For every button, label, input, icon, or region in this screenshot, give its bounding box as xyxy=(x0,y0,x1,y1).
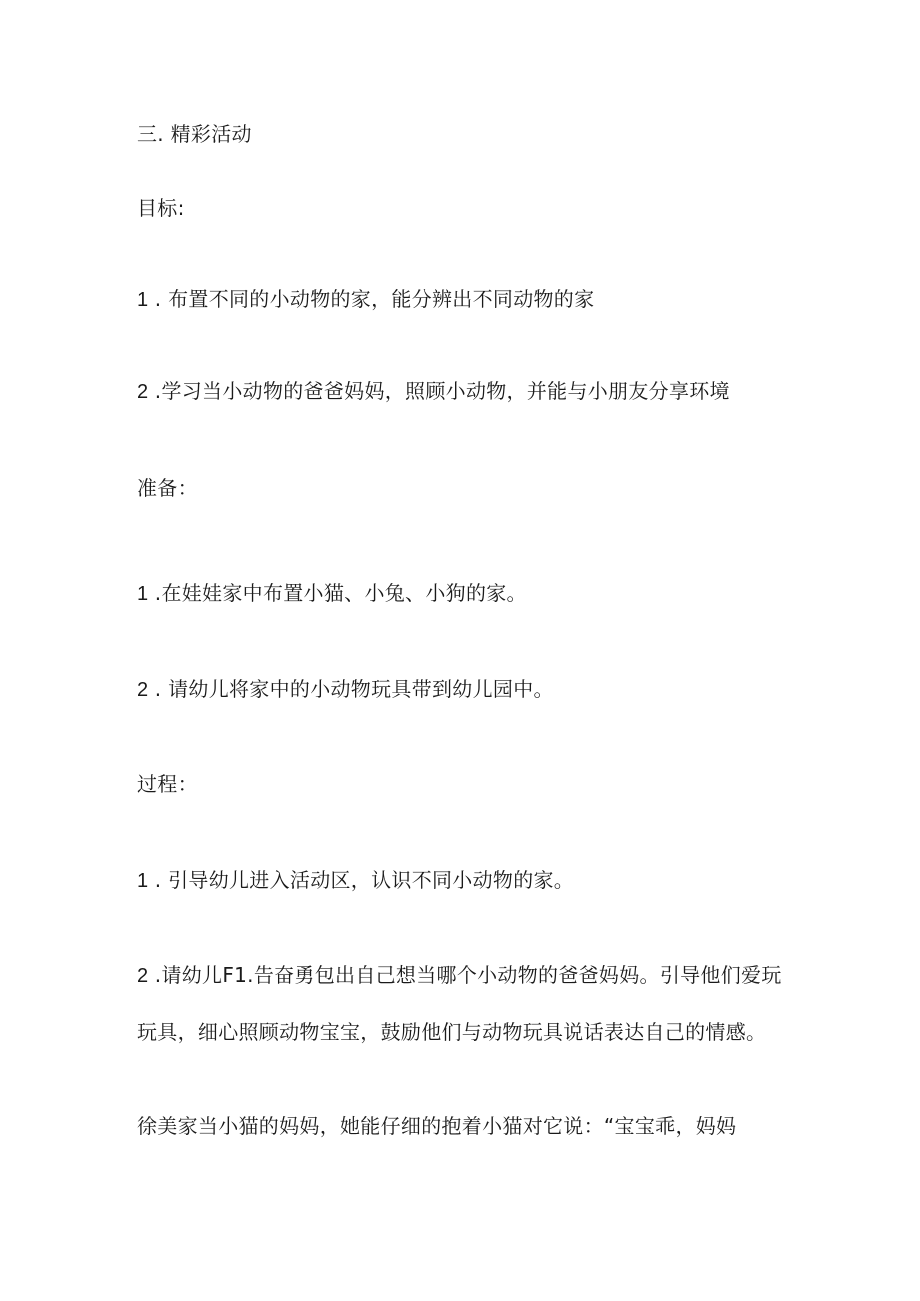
process-heading: 过程： xyxy=(137,772,198,796)
process-item-2 xyxy=(137,962,782,989)
list-number: 1 xyxy=(137,870,149,892)
example-paragraph: 徐美家当小猫的妈妈，她能仔细的抱着小猫对它说：“宝宝乖，妈妈 xyxy=(137,1114,737,1138)
section-title: 三. 精彩活动 xyxy=(137,122,252,146)
list-item-text: . 请幼儿将家中的小动物玩具带到幼儿园中。 xyxy=(148,677,554,701)
list-item-text: . 引导幼儿进入活动区，认识不同小动物的家。 xyxy=(148,868,575,892)
preparation-heading: 准备： xyxy=(137,476,198,500)
list-number: 2 xyxy=(137,679,149,701)
list-number: 2 xyxy=(137,965,149,987)
list-item-text: .在娃娃家中布置小猫、小兔、小狗的家。 xyxy=(148,581,527,605)
list-number: 2 xyxy=(137,381,149,403)
preparation-item-2 xyxy=(137,676,554,703)
goal-item-1 xyxy=(137,286,594,313)
list-item-text: .请幼儿F1.告奋勇包出自己想当哪个小动物的爸爸妈妈。引导他们爱玩 xyxy=(148,963,782,987)
list-number: 1 xyxy=(137,289,149,311)
goals-heading: 目标: xyxy=(137,196,185,220)
list-number: 1 xyxy=(137,583,149,605)
list-item-text: .学习当小动物的爸爸妈妈，照顾小动物，并能与小朋友分享环境 xyxy=(148,379,730,403)
process-item-1 xyxy=(137,867,574,894)
list-item-text: . 布置不同的小动物的家，能分辨出不同动物的家 xyxy=(148,287,595,311)
preparation-item-1 xyxy=(137,580,527,607)
goal-item-2 xyxy=(137,378,730,405)
process-item-2-continuation: 玩具，细心照顾动物宝宝，鼓励他们与动物玩具说话表达自己的情感。 xyxy=(137,1020,767,1044)
